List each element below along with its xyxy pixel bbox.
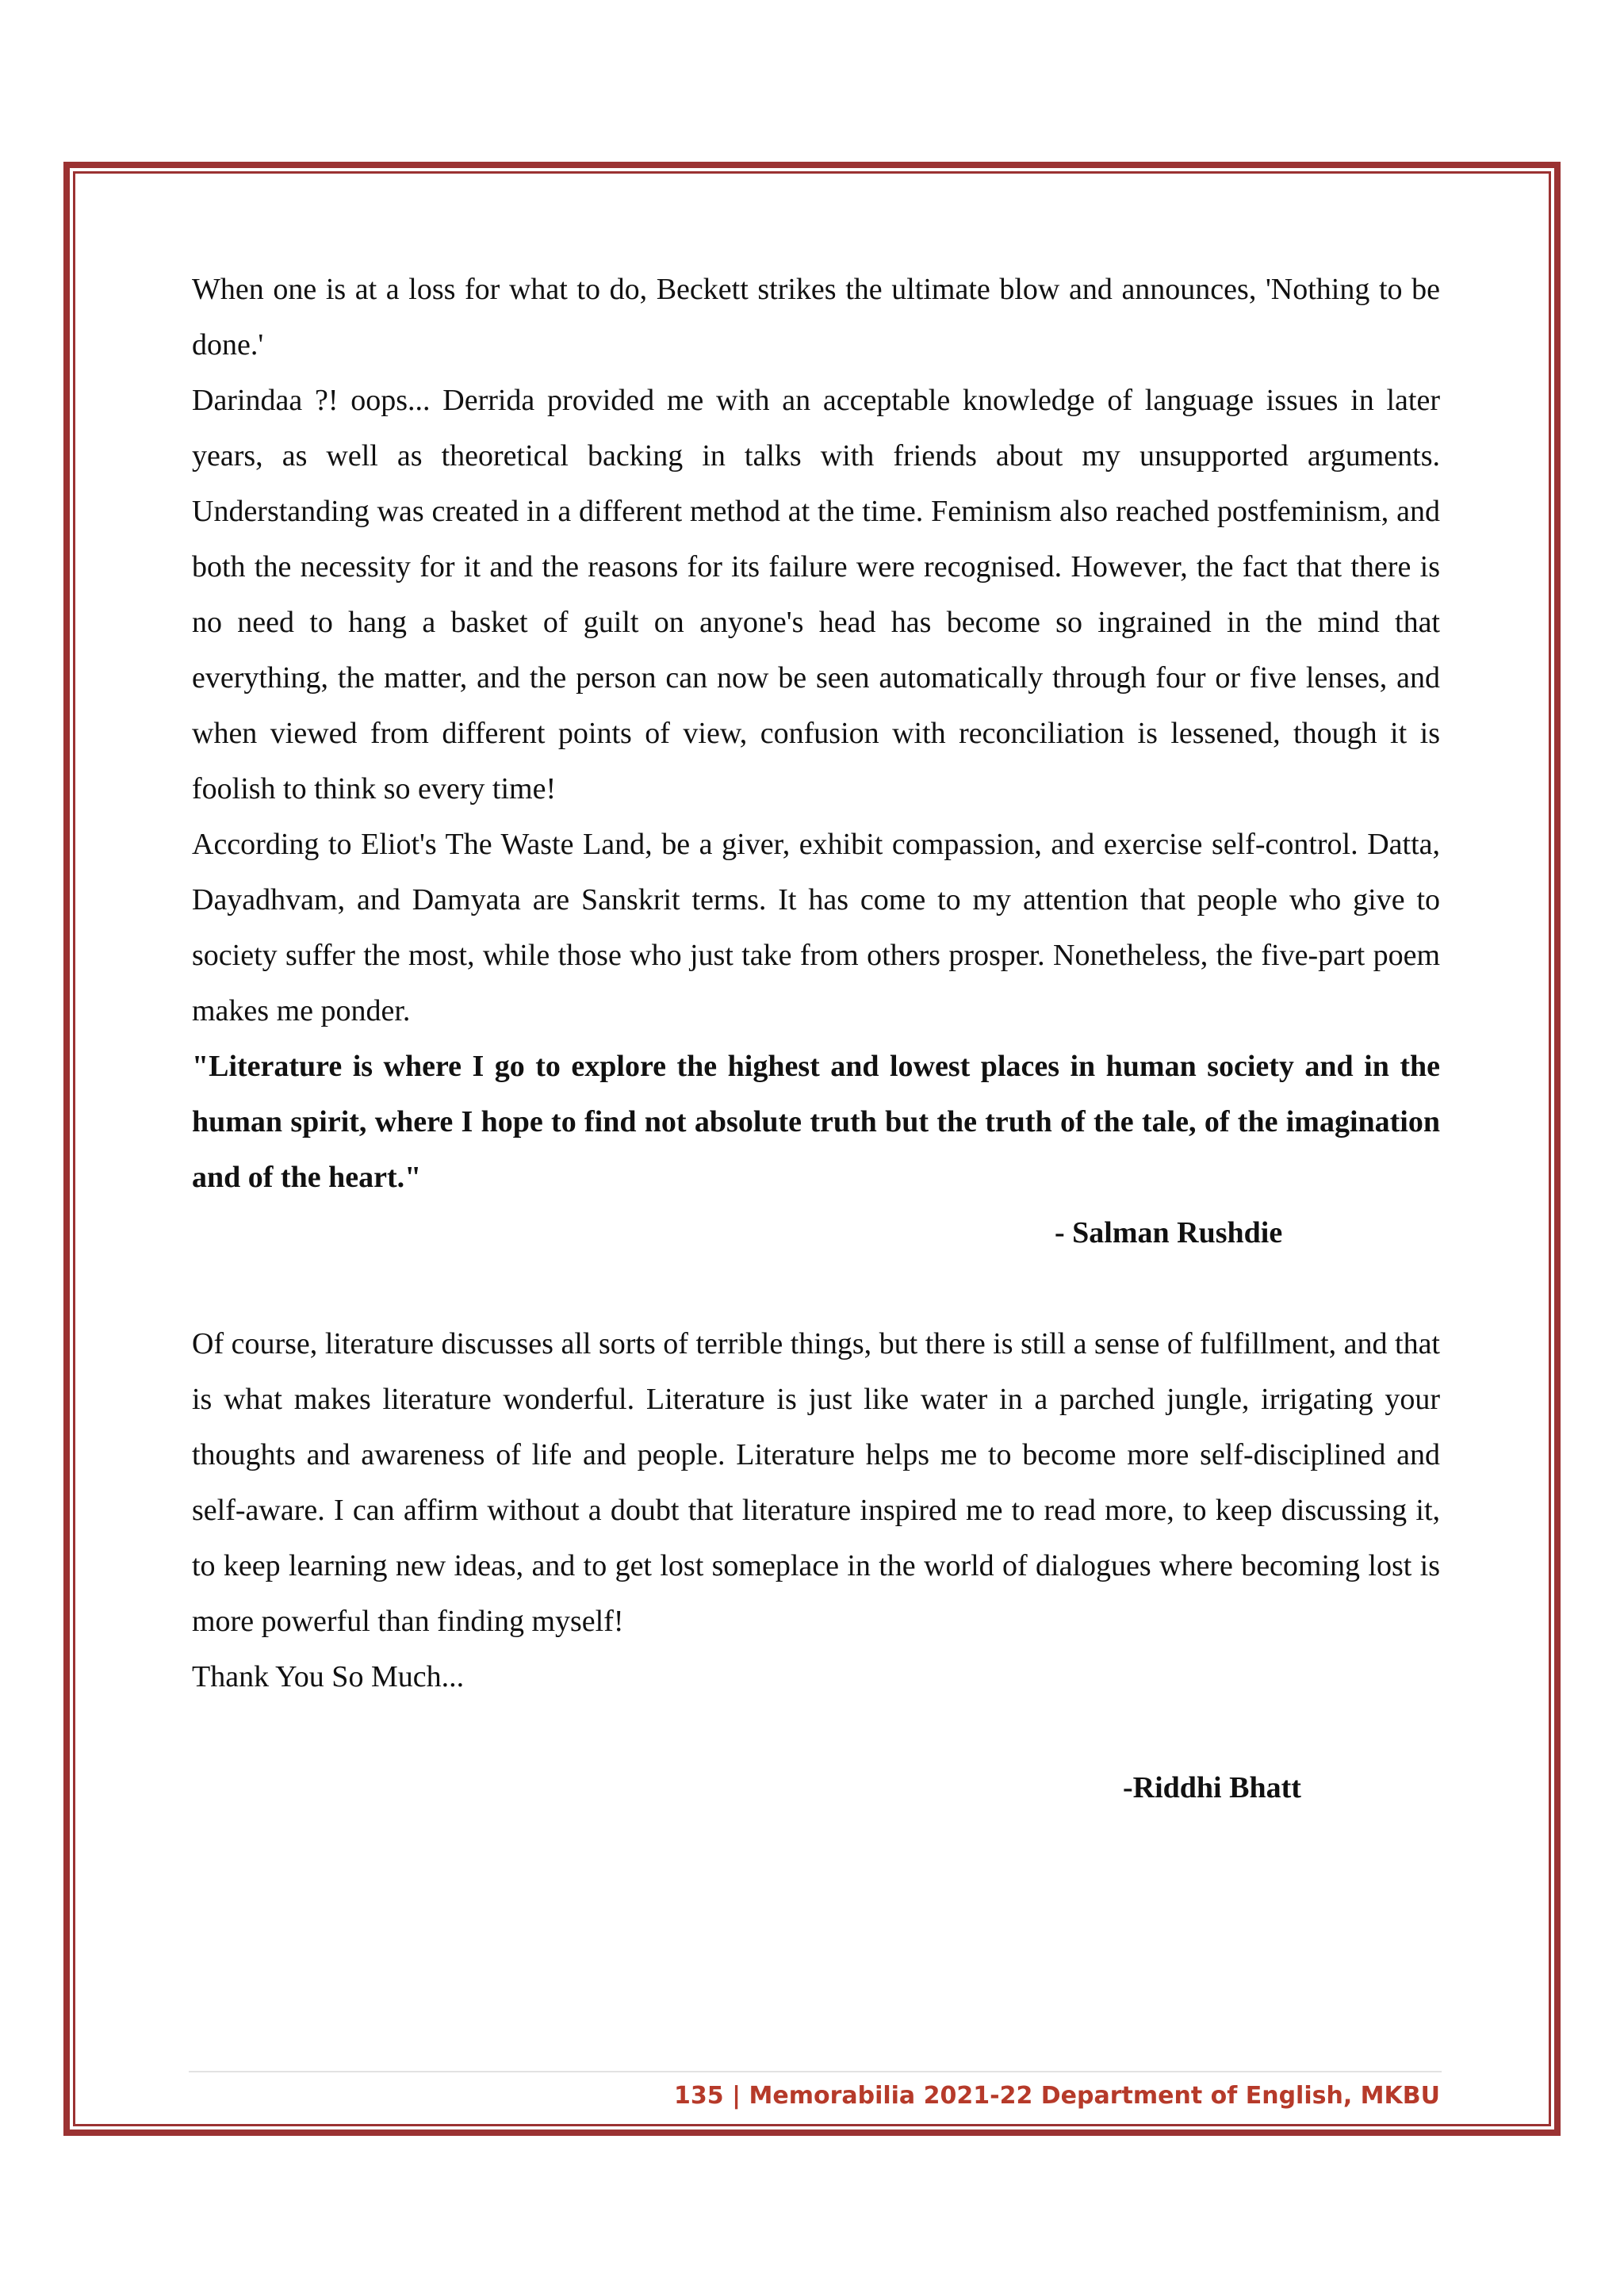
author-signature: -Riddhi Bhatt	[1123, 1771, 1301, 1804]
paragraph-literature: Of course, literature discusses all sorts of terrible things, but there is still a sense of fulfillment, and that is what makes literature wonderful. Literature is just like water in a parched jungle, irrigating your thoughts and awareness of life and people. Literature helps me to become more self-disciplined and self-aware. I can affirm without a doubt that literature inspired me to read more, to keep discussing it, to keep learning new ideas, and to get lost someplace in the world of dialogues where becoming lost is more powerful than finding myself!	[192, 1327, 1440, 1638]
paragraph-thanks: Thank You So Much...	[192, 1660, 465, 1693]
spacer	[192, 1261, 1440, 1316]
page-footer: 135 | Memorabilia 2021-22 Department of English, MKBU	[674, 2082, 1440, 2110]
rushdie-quote: "Literature is where I go to explore the highest and lowest places in human society and in the human spirit, where I hope to find not absolute truth but the truth of the tale, of the imagination and of the heart."	[192, 1050, 1440, 1194]
paragraph-beckett: When one is at a loss for what to do, Beckett strikes the ultimate blow and announces, 'Nothing to be done.'	[192, 273, 1440, 362]
paragraph-eliot: According to Eliot's The Waste Land, be a giver, exhibit compassion, and exercise self-control. Datta, Dayadhvam, and Damyata are Sanskrit terms. It has come to my attention that people who give to society suffer the most, while those who just take from others prosper. Nonetheless, the five-part poem makes me ponder.	[192, 828, 1440, 1027]
spacer	[192, 1705, 1440, 1760]
paragraph-derrida: Darindaa ?! oops... Derrida provided me with an acceptable knowledge of language issues in later years, as well as theoretical backing in talks with friends about my unsupported arguments. Understanding was created in a different method at the time. Feminism also reached postfeminism, and both the necessity for it and the reasons for its failure were recognised. However, the fact that there is no need to hang a basket of guilt on anyone's head has become so ingrained in the mind that everything, the matter, and the person can now be seen automatically through four or five lenses, and when viewed from different points of view, confusion with reconciliation is lessened, though it is foolish to think so every time!	[192, 384, 1440, 806]
footer-divider	[189, 2071, 1442, 2072]
page-content	[192, 262, 1440, 1816]
quote-attribution: - Salman Rushdie	[1055, 1216, 1283, 1249]
